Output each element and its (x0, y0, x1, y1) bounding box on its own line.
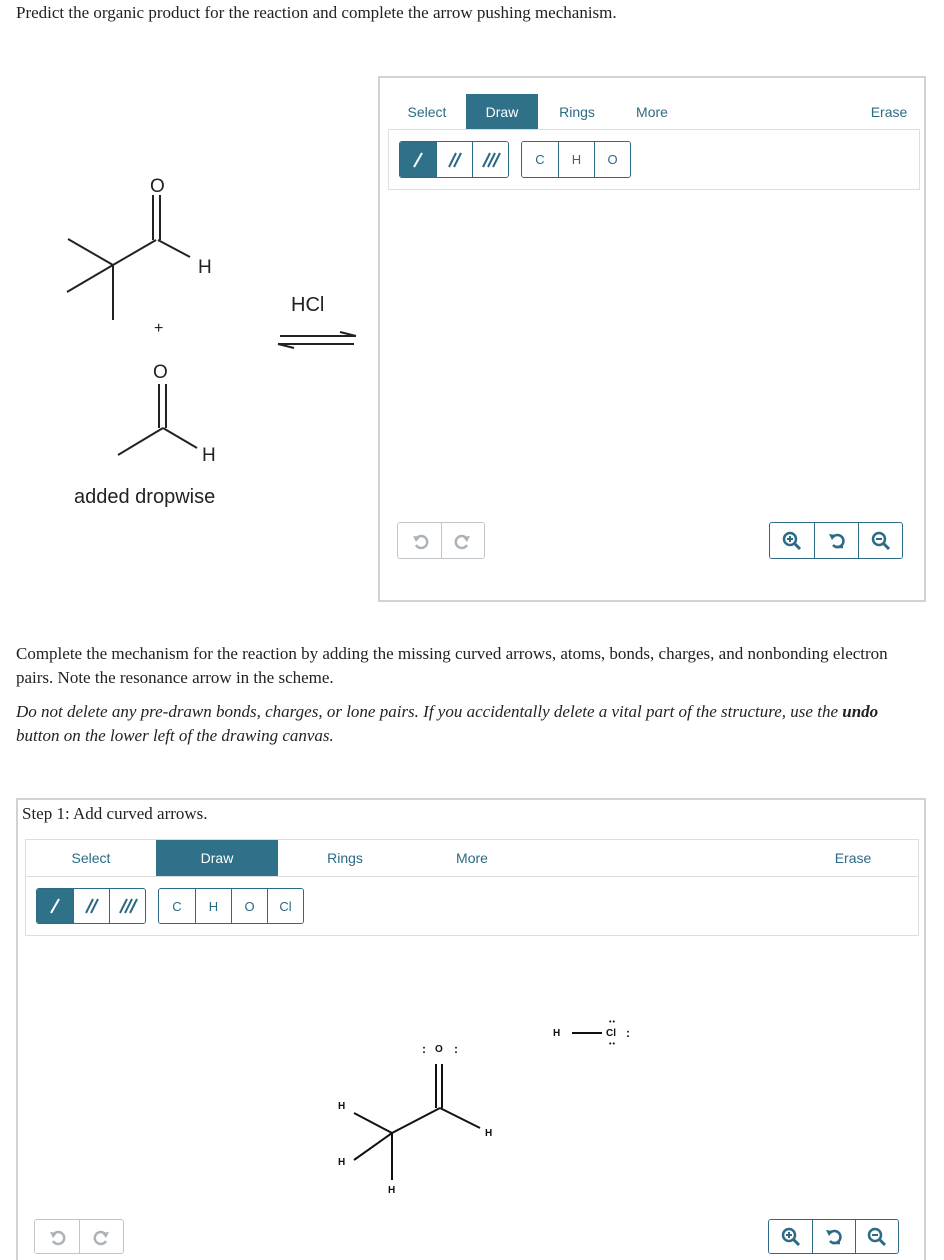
step-zoom-group (768, 1219, 899, 1254)
atom-button-group (521, 141, 631, 178)
oxygen-label: O (153, 362, 168, 383)
bond-line (68, 239, 113, 265)
single-bond-icon (46, 897, 64, 915)
atom-c-button[interactable]: C (522, 142, 558, 177)
mechanism-warning (16, 700, 916, 748)
tab-rings[interactable]: Rings (327, 850, 363, 866)
zoom-group (769, 522, 903, 559)
double-bond-icon (83, 897, 101, 915)
undo-button[interactable] (398, 523, 441, 558)
bond-line (118, 428, 163, 455)
tab-draw[interactable]: Draw (156, 840, 278, 876)
single-bond-button[interactable] (37, 889, 73, 923)
single-bond-button[interactable] (400, 142, 436, 177)
step-bond-button-group (36, 888, 146, 924)
redo-icon (93, 1228, 111, 1246)
tab-select[interactable]: Select (407, 103, 447, 120)
plus-sign: + (154, 320, 164, 337)
reagent-label: HCl (291, 294, 325, 316)
oxygen-lone-pair-left: : (422, 1042, 426, 1056)
atom-h-button[interactable]: H (558, 142, 594, 177)
zoom-in-button[interactable] (769, 1220, 812, 1253)
atom-o-button[interactable]: O (594, 142, 630, 177)
reset-zoom-button[interactable] (814, 523, 858, 558)
bond-line (354, 1133, 392, 1160)
mechanism-instructions: Complete the mechanism for the reaction by adding the missing curved arrows, atoms, bonds, charges, and nonbonding electron pairs. Note the resonance arrow in the scheme. (16, 644, 888, 687)
zoom-in-icon (781, 1227, 801, 1247)
reset-zoom-button[interactable] (812, 1220, 855, 1253)
hydrogen-label: H (198, 257, 212, 278)
tab-more[interactable]: More (456, 850, 488, 866)
triple-bond-icon (118, 897, 138, 915)
aldehyde-hydrogen-label: H (485, 1128, 493, 1139)
step-toolbar (25, 839, 919, 877)
step-atom-button-group (158, 888, 304, 924)
methyl-hydrogen-label: H (338, 1101, 346, 1112)
bond-button-group (399, 141, 509, 178)
reset-zoom-icon (824, 1227, 844, 1247)
product-drawing-canvas[interactable] (378, 76, 926, 602)
step-label: Step 1: Add curved arrows. (22, 804, 208, 823)
hcl-hydrogen-label: H (553, 1028, 561, 1039)
scheme-bonds (40, 160, 380, 540)
undo-icon (48, 1228, 66, 1246)
tab-more[interactable]: More (636, 103, 668, 120)
oxygen-label: O (435, 1044, 443, 1055)
tab-erase[interactable]: Erase (834, 850, 872, 866)
zoom-out-icon (867, 1227, 887, 1247)
zoom-out-button[interactable] (858, 523, 902, 558)
chlorine-lone-pair-top: •• (609, 1019, 616, 1026)
question-prompt: Predict the organic product for the reaction and complete the arrow pushing mechanism. (16, 3, 617, 22)
triple-bond-button[interactable] (109, 889, 145, 923)
methyl-hydrogen-label: H (388, 1185, 396, 1196)
redo-icon (454, 532, 472, 550)
bond-line (440, 1108, 480, 1128)
chlorine-label: Cl (606, 1028, 616, 1039)
bond-line (392, 1108, 440, 1133)
double-bond-button[interactable] (73, 889, 109, 923)
chlorine-lone-pair-bottom: •• (609, 1041, 616, 1048)
undo-button[interactable] (35, 1220, 79, 1253)
added-dropwise-label: added dropwise (74, 486, 216, 508)
methyl-hydrogen-label: H (338, 1157, 346, 1168)
oxygen-label: O (150, 176, 165, 197)
triple-bond-icon (481, 151, 501, 169)
zoom-out-icon (871, 531, 891, 551)
redo-button[interactable] (79, 1220, 123, 1253)
double-bond-icon (446, 151, 464, 169)
undo-redo-group (397, 522, 485, 559)
hydrogen-label: H (202, 445, 216, 466)
bond-line (113, 240, 156, 265)
zoom-in-icon (782, 531, 802, 551)
warning-text-1: Do not delete any pre-drawn bonds, charges, or lone pairs. If you accidentally delete a vital part of the structure, use the (16, 702, 843, 721)
step-undo-redo-group (34, 1219, 124, 1254)
undo-icon (411, 532, 429, 550)
warning-text-2: button on the lower left of the drawing canvas. (16, 726, 334, 745)
redo-button[interactable] (441, 523, 484, 558)
tab-rings[interactable]: Rings (559, 103, 595, 120)
atom-cl-button[interactable]: Cl (267, 889, 303, 923)
bond-line (67, 265, 113, 292)
tab-erase[interactable]: Erase (870, 103, 908, 120)
single-bond-icon (409, 151, 427, 169)
atom-h-button[interactable]: H (195, 889, 231, 923)
tab-select[interactable]: Select (71, 850, 111, 866)
tab-draw[interactable]: Draw (466, 94, 538, 129)
atom-c-button[interactable]: C (159, 889, 195, 923)
triple-bond-button[interactable] (472, 142, 508, 177)
zoom-in-button[interactable] (770, 523, 814, 558)
bond-line (354, 1113, 392, 1133)
bond-line (158, 240, 190, 257)
canvas-toolbar (388, 94, 920, 130)
bond-line (163, 428, 197, 448)
warning-undo-bold: undo (842, 702, 879, 721)
toolbar-spacer (688, 94, 858, 129)
double-bond-button[interactable] (436, 142, 472, 177)
reset-zoom-icon (827, 531, 847, 551)
atom-o-button[interactable]: O (231, 889, 267, 923)
oxygen-lone-pair-right: : (454, 1042, 458, 1056)
reaction-scheme (40, 160, 380, 540)
toolbar-spacer (532, 840, 788, 876)
chlorine-lone-pair-right: : (626, 1026, 630, 1040)
zoom-out-button[interactable] (855, 1220, 898, 1253)
